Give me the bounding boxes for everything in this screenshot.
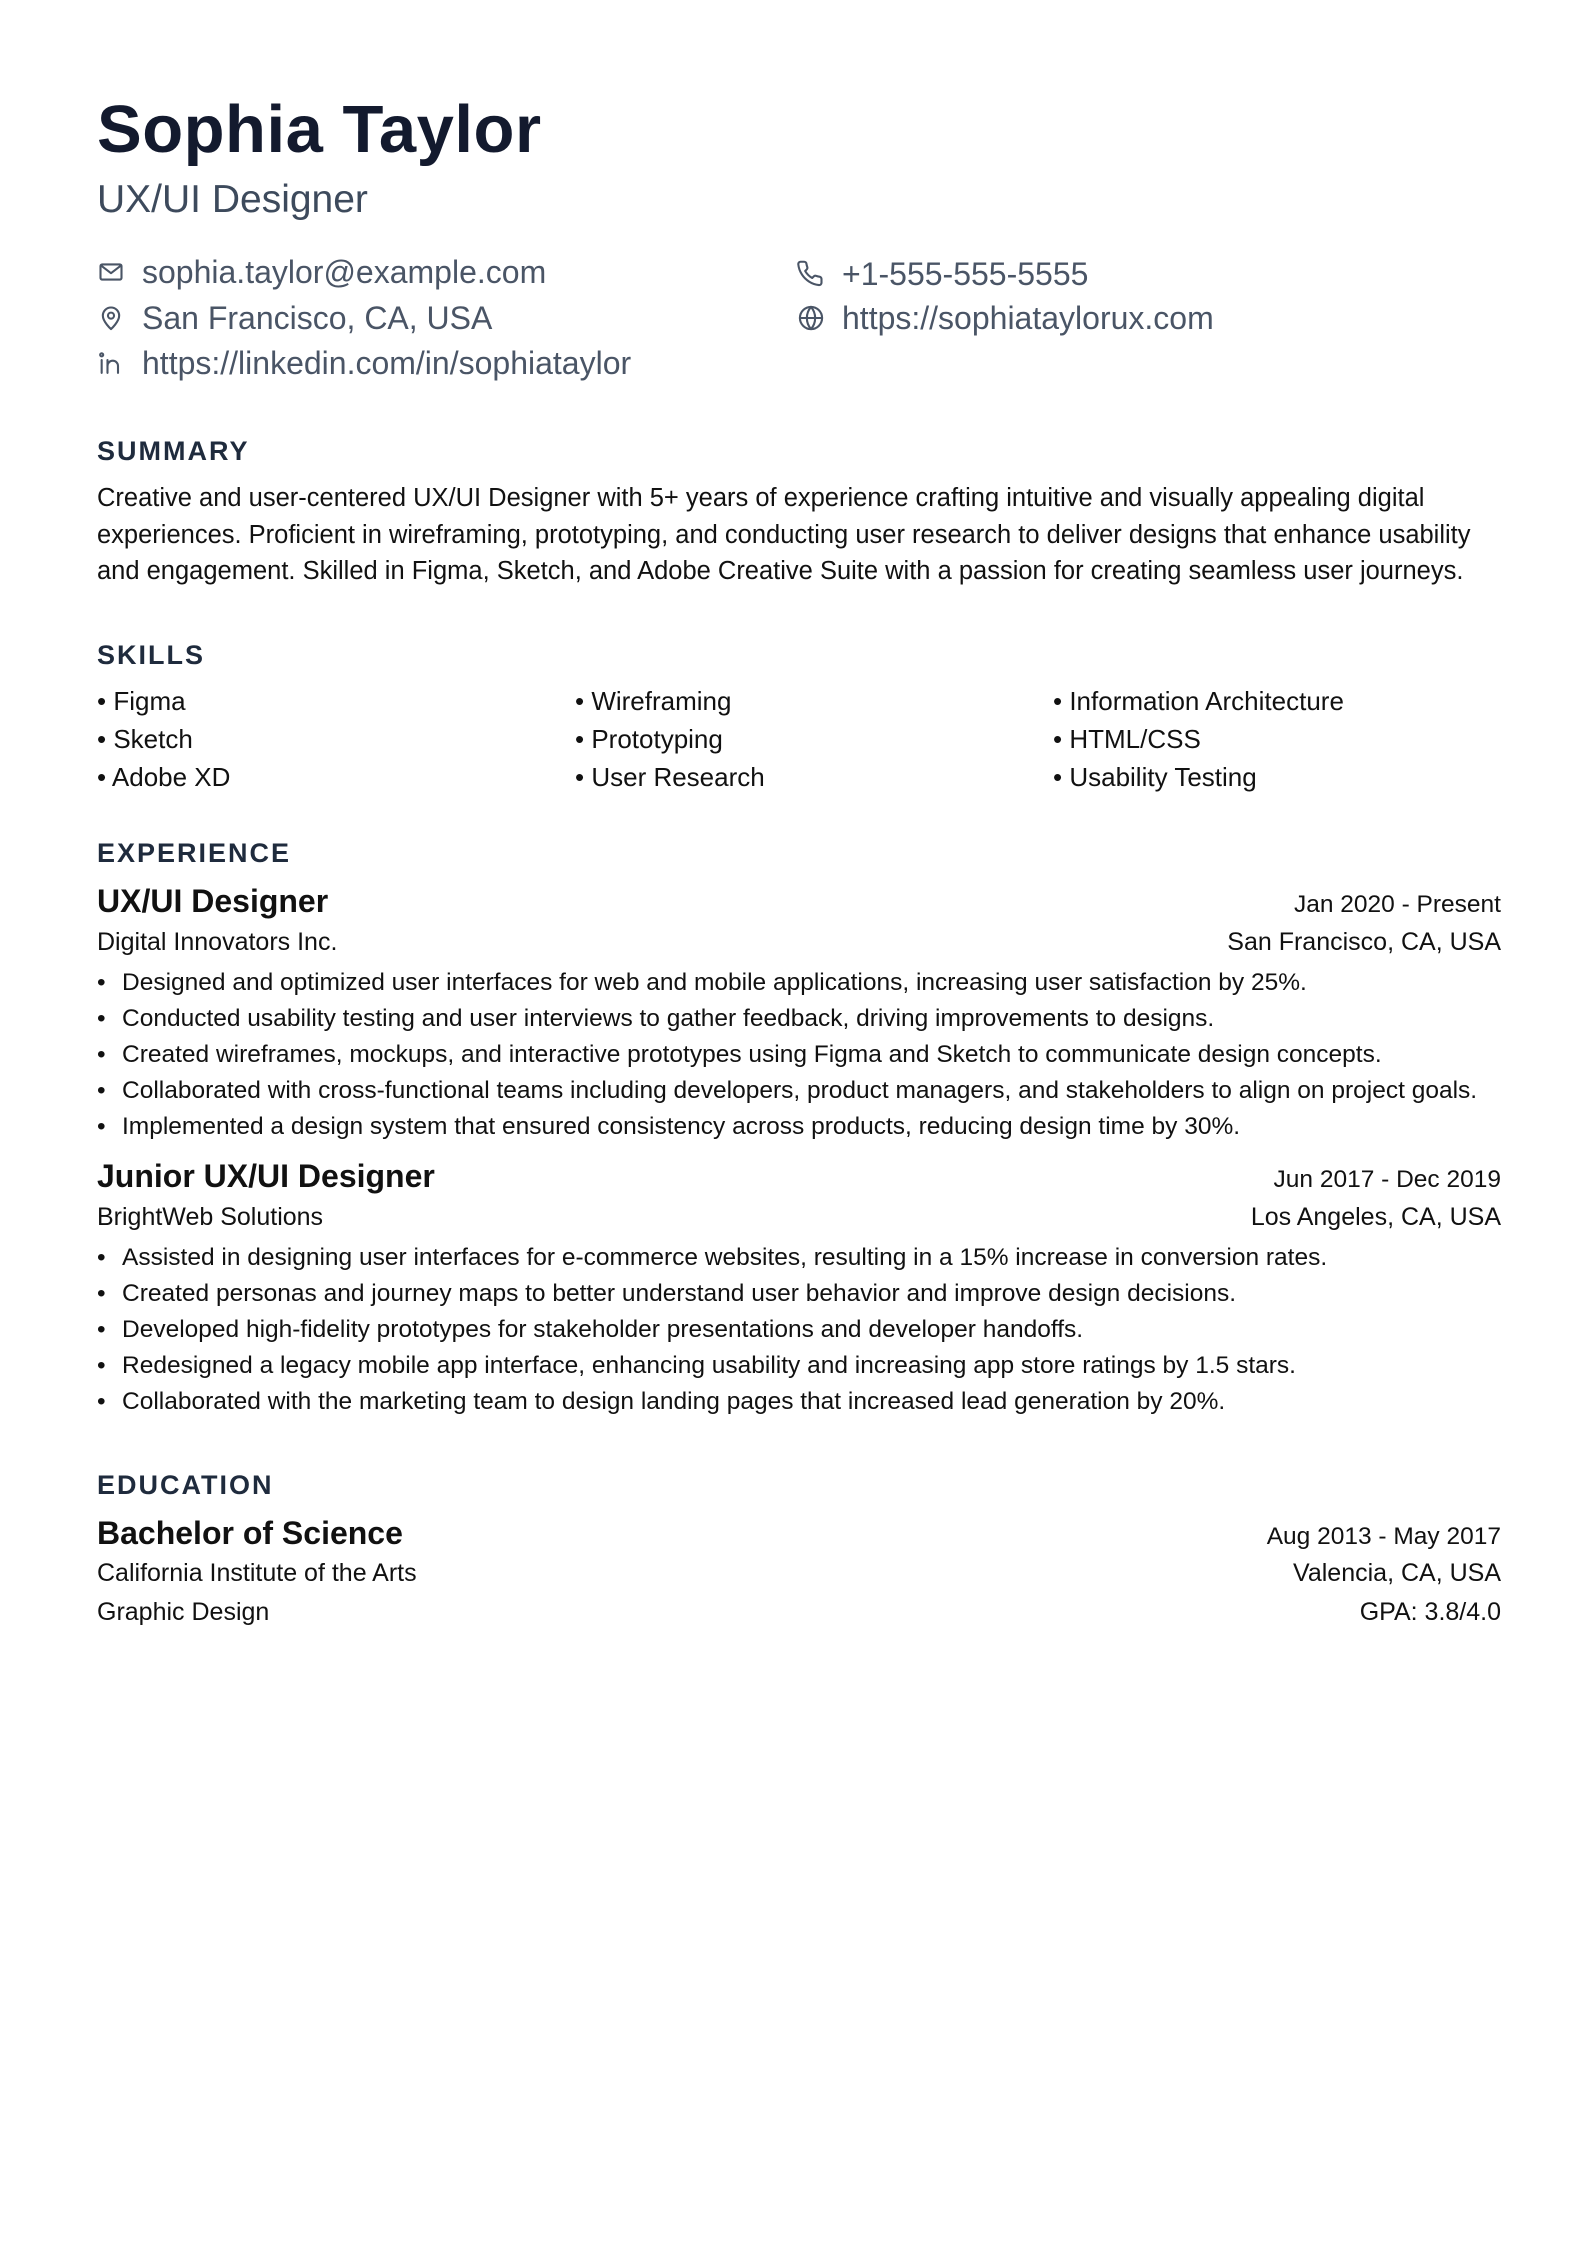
list-item: • Developed high-fidelity prototypes for stakeholder presentations and developer handoffs.: [97, 1315, 1501, 1344]
skill-item: • Prototyping: [575, 720, 1053, 758]
job-bullets: [97, 968, 1501, 1141]
job-dates: Jan 2020 - Present: [1293, 890, 1501, 918]
education-dates: Aug 2013 - May 2017: [1266, 1522, 1501, 1550]
job-location: Los Angeles, CA, USA: [1250, 1202, 1501, 1231]
skill-item: • User Research: [575, 758, 1053, 796]
skill-item: • Sketch: [97, 720, 575, 758]
location-pin-icon: [97, 304, 125, 332]
resume-page: [97, 90, 1501, 1632]
phone-icon: [797, 260, 825, 288]
website-text: https://sophiataylorux.com: [842, 299, 1214, 336]
list-item: • Created wireframes, mockups, and interactive prototypes using Figma and Sketch to communicate design concepts.: [97, 1040, 1501, 1069]
list-item: • Redesigned a legacy mobile app interface, enhancing usability and increasing app store ratings by 1.5 stars.: [97, 1351, 1501, 1380]
contact-website[interactable]: [797, 296, 1214, 340]
skills-heading: SKILLS: [97, 639, 206, 670]
list-item: • Designed and optimized user interfaces for web and mobile applications, increasing user satisfaction by 25%.: [97, 968, 1501, 997]
contact-email[interactable]: [97, 250, 546, 294]
education-heading: EDUCATION: [97, 1469, 274, 1500]
contact-location: [97, 296, 492, 340]
experience-heading: EXPERIENCE: [97, 837, 292, 868]
job-location: San Francisco, CA, USA: [1227, 927, 1501, 956]
location-text: San Francisco, CA, USA: [142, 299, 493, 336]
skill-item: • Adobe XD: [97, 758, 575, 796]
globe-icon: [797, 304, 825, 332]
job-title: Junior UX/UI Designer: [97, 1157, 435, 1194]
job-bullets: [97, 1243, 1501, 1416]
contact-linkedin[interactable]: [97, 341, 631, 385]
skill-item: • HTML/CSS: [1053, 720, 1501, 758]
job-dates: Jun 2017 - Dec 2019: [1273, 1165, 1501, 1193]
candidate-title: UX/UI Designer: [97, 178, 368, 221]
education-entry: [97, 1512, 1501, 1632]
school-name: California Institute of the Arts: [97, 1558, 417, 1587]
candidate-name: Sophia Taylor: [97, 92, 542, 167]
school-location: Valencia, CA, USA: [1293, 1558, 1501, 1587]
email-text: sophia.taylor@example.com: [142, 253, 547, 290]
contact-phone[interactable]: [797, 252, 1088, 296]
summary-heading: SUMMARY: [97, 436, 250, 466]
job-entry: [97, 1155, 1501, 1416]
phone-text: +1-555-555-5555: [842, 255, 1089, 292]
skill-item: • Usability Testing: [1053, 758, 1501, 796]
job-entry: [97, 880, 1501, 1141]
company-name: Digital Innovators Inc.: [97, 927, 338, 956]
mail-icon: [97, 258, 125, 286]
list-item: • Created personas and journey maps to better understand user behavior and improve design decisions.: [97, 1279, 1501, 1308]
skill-item: • Figma: [97, 682, 575, 720]
field-of-study: Graphic Design: [97, 1597, 270, 1626]
job-title: UX/UI Designer: [97, 882, 329, 919]
contact-block: [97, 250, 1501, 390]
company-name: BrightWeb Solutions: [97, 1202, 324, 1231]
skill-item: • Wireframing: [575, 682, 1053, 720]
linkedin-icon: [97, 349, 125, 377]
gpa: GPA: 3.8/4.0: [1359, 1597, 1501, 1626]
linkedin-text: https://linkedin.com/in/sophiataylor: [142, 344, 632, 381]
list-item: • Collaborated with the marketing team to design landing pages that increased lead generation by 20%.: [97, 1387, 1501, 1416]
summary-text: Creative and user-centered UX/UI Designer with 5+ years of experience crafting intuitive and visually appealing digital experiences. Proficient in wireframing, prototyping, and conducting user research to deliver designs that enhance usability and engagement. Skilled in Figma, Sketch, and Adobe Creative Suite with a passion for creating seamless user journeys.: [97, 484, 1471, 585]
skills-grid: [97, 682, 1501, 796]
degree-title: Bachelor of Science: [97, 1514, 403, 1551]
list-item: • Conducted usability testing and user interviews to gather feedback, driving improvements to designs.: [97, 1004, 1501, 1033]
list-item: • Collaborated with cross-functional teams including developers, product managers, and stakeholders to align on project goals.: [97, 1076, 1501, 1105]
skill-item: • Information Architecture: [1053, 682, 1501, 720]
list-item: • Implemented a design system that ensured consistency across products, reducing design time by 30%.: [97, 1112, 1501, 1141]
list-item: • Assisted in designing user interfaces for e-commerce websites, resulting in a 15% increase in conversion rates.: [97, 1243, 1501, 1272]
